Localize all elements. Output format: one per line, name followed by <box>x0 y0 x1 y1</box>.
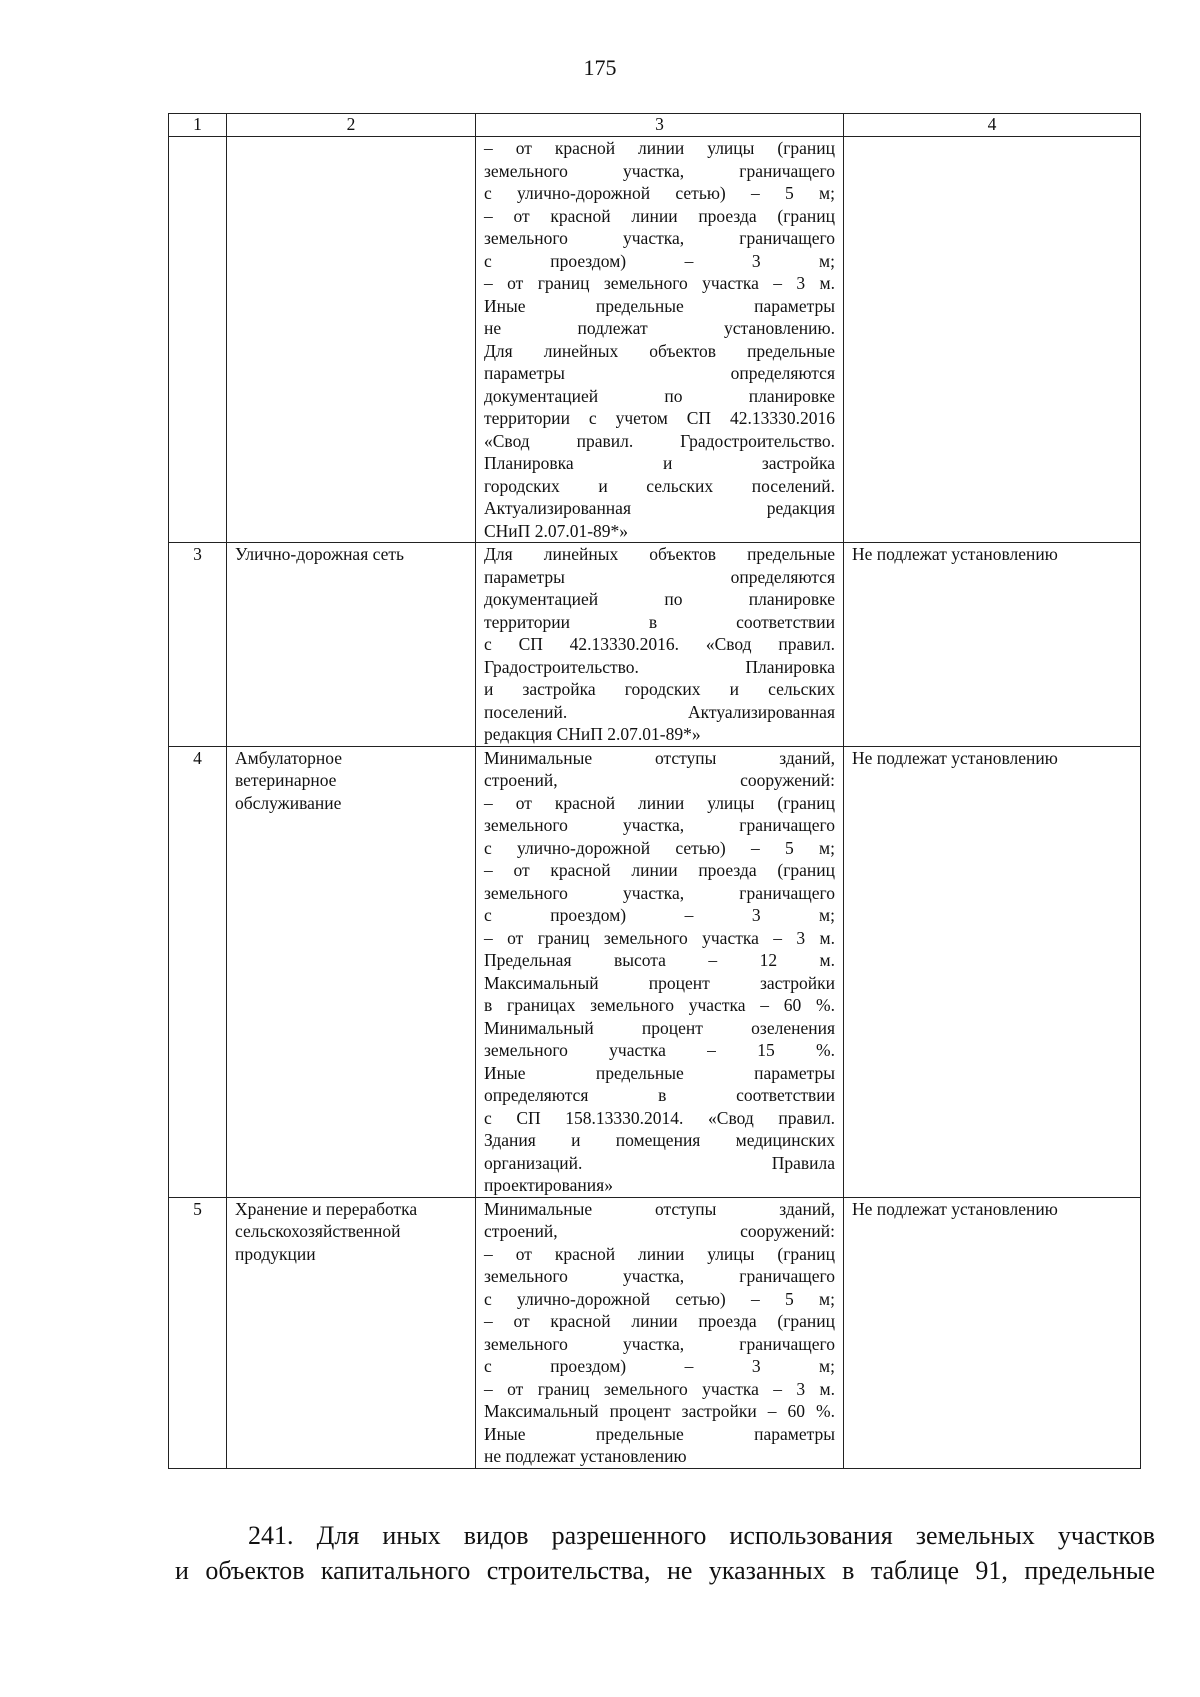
parameters-line: Актуализированная редакция <box>484 498 835 518</box>
restrictions-cell: Не подлежат установлению <box>844 1197 1141 1468</box>
row-number-cell <box>169 137 227 543</box>
parameters-line: Иные предельные параметры <box>484 1062 835 1083</box>
parameters-line: с проездом) – 3 м; <box>484 250 835 271</box>
parameters-line: территории с учетом СП 42.13330.2016 <box>484 408 835 428</box>
parameters-cell <box>476 543 844 747</box>
use-type-cell <box>227 746 476 1197</box>
use-type-cell <box>227 137 476 543</box>
parameters-line: Минимальный процент озеленения <box>484 1017 835 1038</box>
parameters-line: территории в соответствии <box>484 611 835 632</box>
row-number-cell: 4 <box>169 746 227 1197</box>
parameters-line: – от красной линии проезда (границ <box>484 860 835 880</box>
column-header-1: 1 <box>169 114 227 137</box>
use-type-line: ветеринарное <box>235 770 337 790</box>
parameters-cell <box>476 746 844 1197</box>
parameters-line: определяются в соответствии <box>484 1085 835 1105</box>
parameters-line: – от красной линии улицы (границ <box>484 1243 835 1264</box>
parameters-line: с улично-дорожной сетью) – 5 м; <box>484 183 835 203</box>
row-number-cell: 5 <box>169 1197 227 1468</box>
parameters-line: параметры определяются <box>484 566 835 587</box>
use-type-line: обслуживание <box>235 792 342 813</box>
parameters-line: документацией по планировке <box>484 385 835 406</box>
parameters-line: Для линейных объектов предельные <box>484 544 835 564</box>
parameters-line: земельного участка, граничащего <box>484 1333 835 1354</box>
parameters-line: строений, сооружений: <box>484 770 835 790</box>
parameters-line: земельного участка – 15 %. <box>484 1040 835 1060</box>
table-header-row <box>169 114 1141 137</box>
parameters-line: с проездом) – 3 м; <box>484 905 835 925</box>
parameters-line: с СП 42.13330.2016. «Свод правил. <box>484 634 835 654</box>
parameters-line: земельного участка, граничащего <box>484 160 835 181</box>
parameters-line: не подлежат установлению. <box>484 318 835 338</box>
column-header-2: 2 <box>227 114 476 137</box>
page-number: 175 <box>583 55 617 80</box>
parameters-line: – от красной линии улицы (границ <box>484 792 835 813</box>
parameters-line: земельного участка, граничащего <box>484 228 835 248</box>
parameters-line: организаций. Правила <box>484 1152 835 1173</box>
parameters-line: поселений. Актуализированная <box>484 701 835 722</box>
parameters-line: параметры определяются <box>484 363 835 383</box>
paragraph-line-1: 241. Для иных видов разрешенного использования земельных участков <box>248 1521 1155 1550</box>
parameters-line: и застройка городских и сельских <box>484 679 835 699</box>
parameters-line: строений, сооружений: <box>484 1221 835 1241</box>
parameters-line: Минимальные отступы зданий, <box>484 747 835 768</box>
parameters-line: – от границ земельного участка – 3 м. <box>484 1378 835 1399</box>
parameters-line: с улично-дорожной сетью) – 5 м; <box>484 837 835 858</box>
restrictions-cell: Не подлежат установлению <box>844 543 1141 747</box>
zoning-parameters-table <box>168 113 1141 1469</box>
use-type-line: Хранение и переработка <box>235 1198 418 1219</box>
table-row <box>169 543 1141 747</box>
parameters-line: Максимальный процент застройки <box>484 972 835 993</box>
use-type-line: Улично-дорожная сеть <box>235 544 405 564</box>
use-type-cell <box>227 1197 476 1468</box>
parameters-line: – от границ земельного участка – 3 м. <box>484 927 835 948</box>
parameters-line: с СП 158.13330.2014. «Свод правил. <box>484 1107 835 1128</box>
parameters-line: Максимальный процент застройки – 60 %. <box>484 1401 835 1421</box>
parameters-line: городских и сельских поселений. <box>484 475 835 496</box>
parameters-line: документацией по планировке <box>484 589 835 609</box>
parameters-line: Планировка и застройка <box>484 453 835 473</box>
parameters-line: – от границ земельного участка – 3 м. <box>484 273 835 293</box>
parameters-line: земельного участка, граничащего <box>484 882 835 903</box>
paragraph-line-2: и объектов капитального строительства, не указанных в таблице 91, предельные <box>175 1556 1155 1585</box>
parameters-line: земельного участка, граничащего <box>484 1266 835 1286</box>
parameters-line: Для линейных объектов предельные <box>484 340 835 361</box>
parameters-cell <box>476 137 844 543</box>
use-type-line: сельскохозяйственной <box>235 1221 401 1241</box>
table-row <box>169 746 1141 1197</box>
parameters-line: в границах земельного участка – 60 %. <box>484 995 835 1015</box>
use-type-cell <box>227 543 476 747</box>
parameters-line: проектирования» <box>484 1175 613 1195</box>
parameters-line: не подлежат установлению <box>484 1446 687 1466</box>
parameters-line: редакция СНиП 2.07.01-89*» <box>484 724 701 744</box>
parameters-line: – от красной линии проезда (границ <box>484 205 835 226</box>
table-row <box>169 1197 1141 1468</box>
parameters-line: Градостроительство. Планировка <box>484 656 835 677</box>
table-row <box>169 137 1141 543</box>
column-header-3: 3 <box>476 114 844 137</box>
parameters-line: с проездом) – 3 м; <box>484 1356 835 1376</box>
parameters-line: «Свод правил. Градостроительство. <box>484 430 835 451</box>
restrictions-cell: Не подлежат установлению <box>844 746 1141 1197</box>
parameters-line: – от красной линии проезда (границ <box>484 1311 835 1331</box>
parameters-line: – от красной линии улицы (границ <box>484 138 835 158</box>
parameters-line: Предельная высота – 12 м. <box>484 950 835 970</box>
row-number-cell: 3 <box>169 543 227 747</box>
column-header-4: 4 <box>844 114 1141 137</box>
use-type-line: продукции <box>235 1243 316 1264</box>
parameters-line: с улично-дорожной сетью) – 5 м; <box>484 1288 835 1309</box>
parameters-line: Иные предельные параметры <box>484 1423 835 1444</box>
parameters-line: Иные предельные параметры <box>484 295 835 316</box>
restrictions-cell <box>844 137 1141 543</box>
parameters-line: СНиП 2.07.01-89*» <box>484 520 629 541</box>
parameters-cell <box>476 1197 844 1468</box>
parameters-line: земельного участка, граничащего <box>484 815 835 835</box>
paragraph-241 <box>175 1518 1155 1588</box>
parameters-line: Минимальные отступы зданий, <box>484 1198 835 1219</box>
use-type-line: Амбулаторное <box>235 747 342 768</box>
parameters-line: Здания и помещения медицинских <box>484 1130 835 1150</box>
